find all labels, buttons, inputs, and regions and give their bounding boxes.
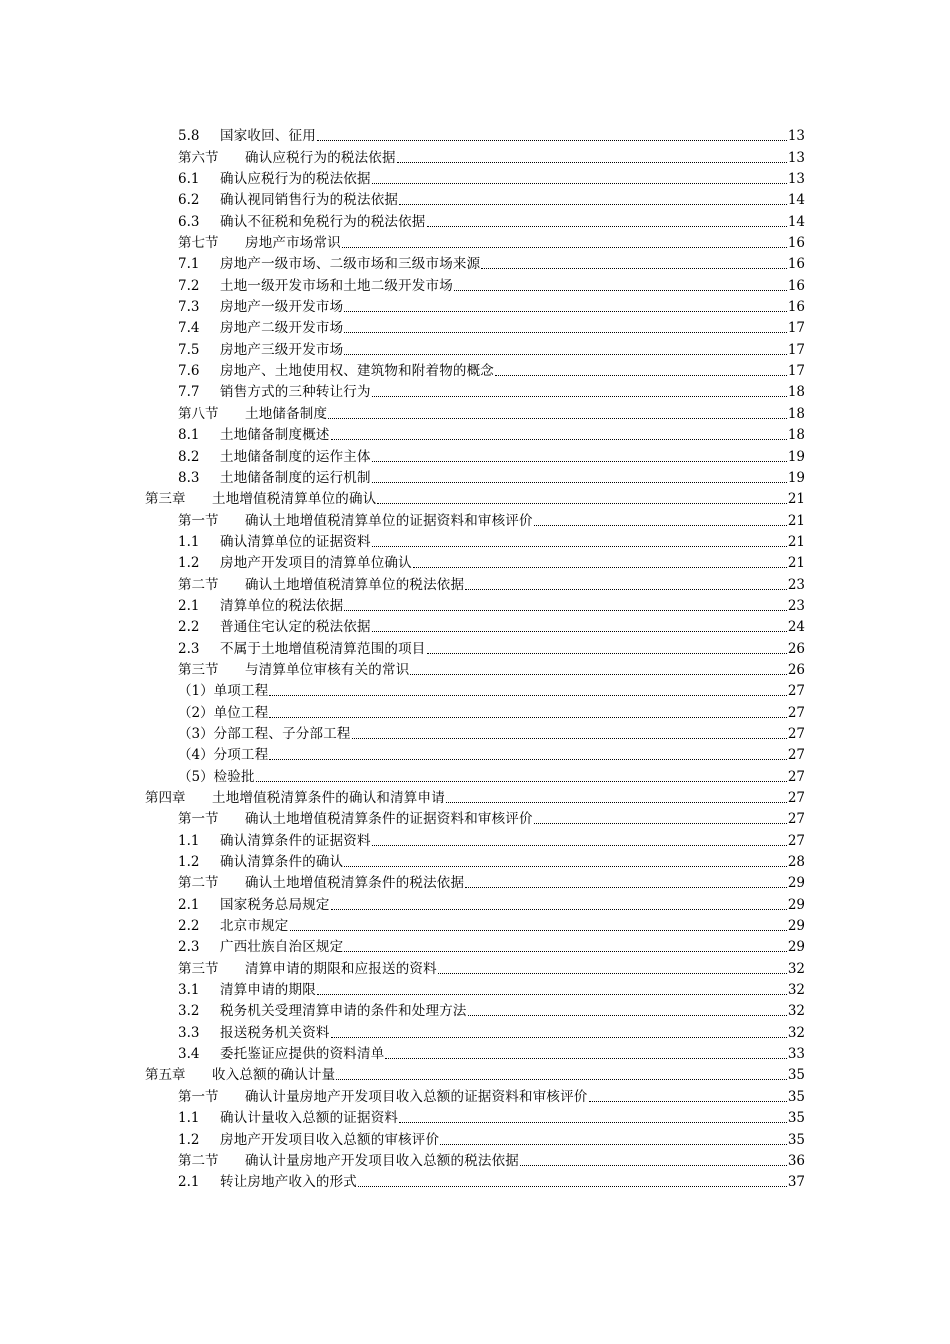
toc-entry[interactable] <box>0 295 950 316</box>
toc-entry-number: 第六节 <box>178 149 219 166</box>
toc-dot-leader <box>372 395 787 397</box>
toc-entry-title: 确认土地增值税清算单位的证据资料和审核评价 <box>245 512 533 529</box>
toc-entry-title: 确认计量房地产开发项目收入总额的证据资料和审核评价 <box>245 1088 588 1105</box>
toc-entry[interactable] <box>0 466 950 487</box>
toc-entry[interactable] <box>0 786 950 807</box>
toc-dot-leader <box>589 1100 787 1102</box>
toc-page-number: 14 <box>787 213 805 230</box>
toc-page-number: 18 <box>787 384 805 401</box>
toc-entry-title: 确认土地增值税清算条件的税法依据 <box>245 875 465 892</box>
toc-entry[interactable] <box>0 1042 950 1063</box>
toc-dot-leader <box>344 950 787 952</box>
toc-entry-number: 2.2 <box>178 918 200 935</box>
toc-dot-leader <box>438 972 787 974</box>
toc-dot-leader <box>399 203 787 205</box>
toc-entry-title: 土地一级开发市场和土地二级开发市场 <box>220 277 453 294</box>
toc-entry[interactable] <box>0 401 950 422</box>
toc-dot-leader <box>481 267 787 269</box>
toc-page-number: 27 <box>787 683 805 700</box>
toc-entry-number: 3.4 <box>178 1046 200 1063</box>
toc-entry-number: 8.1 <box>178 427 200 444</box>
toc-entry-number: 第二节 <box>178 875 219 892</box>
toc-page-number: 13 <box>787 149 805 166</box>
toc-entry-title: 销售方式的三种转让行为 <box>220 384 371 401</box>
toc-dot-leader <box>331 1036 787 1038</box>
toc-dot-leader <box>331 908 787 910</box>
toc-dot-leader <box>385 1057 786 1059</box>
toc-entry-number: 3.2 <box>178 1003 200 1020</box>
toc-entry[interactable] <box>0 700 950 721</box>
toc-page-number: 24 <box>787 619 805 636</box>
toc-entry-number: 2.2 <box>178 619 200 636</box>
toc-entry-number: 第三节 <box>178 960 219 977</box>
toc-page-number: 27 <box>787 811 805 828</box>
toc-entry-number: 第四章 <box>145 790 186 806</box>
toc-entry[interactable] <box>0 530 950 551</box>
toc-page-number: 21 <box>787 533 805 550</box>
toc-entry[interactable] <box>0 359 950 380</box>
toc-dot-leader <box>427 652 787 654</box>
toc-entry-number: 1.1 <box>178 533 200 550</box>
toc-entry[interactable] <box>0 1127 950 1148</box>
toc-page-number: 26 <box>787 640 805 657</box>
toc-entry-number: 第二节 <box>178 1152 219 1169</box>
toc-entry-number: 8.2 <box>178 448 200 465</box>
toc-page-number: 29 <box>787 918 805 935</box>
toc-page-number: 27 <box>787 704 805 721</box>
toc-entry-number: 3.3 <box>178 1024 200 1041</box>
toc-entry-number: 7.6 <box>178 363 200 380</box>
toc-entry[interactable] <box>0 444 950 465</box>
toc-page-number: 16 <box>787 299 805 316</box>
toc-entry-number: 第七节 <box>178 235 219 252</box>
toc-entry[interactable] <box>0 636 950 657</box>
toc-entry-title: 报送税务机关资料 <box>220 1024 330 1041</box>
toc-entry-number: 2.1 <box>178 597 200 614</box>
toc-page-number: 27 <box>787 832 805 849</box>
toc-dot-leader <box>358 1185 787 1187</box>
toc-entry[interactable] <box>0 487 950 508</box>
toc-entry-title: 分部工程、子分部工程 <box>213 725 351 742</box>
toc-entry-number: 7.1 <box>178 256 200 273</box>
toc-dot-leader <box>331 438 787 440</box>
toc-entry-number: 7.4 <box>178 320 200 337</box>
toc-dot-leader <box>446 801 787 803</box>
toc-page-number: 13 <box>787 171 805 188</box>
toc-dot-leader <box>495 374 787 376</box>
toc-dot-leader <box>344 331 787 333</box>
toc-entry[interactable] <box>0 978 950 999</box>
toc-entry-title: 确认清算条件的证据资料 <box>220 832 371 849</box>
toc-entry[interactable] <box>0 871 950 892</box>
toc-dot-leader <box>372 844 787 846</box>
toc-entry-number: 2.1 <box>178 1174 200 1191</box>
toc-page-number: 26 <box>787 661 805 678</box>
toc-dot-leader <box>317 993 787 995</box>
toc-entry-title: 土地储备制度概述 <box>220 427 330 444</box>
toc-entry-number: 2.1 <box>178 896 200 913</box>
toc-page-number: 29 <box>787 939 805 956</box>
toc-entry-title: 清算申请的期限和应报送的资料 <box>245 960 437 977</box>
toc-entry[interactable] <box>0 572 950 593</box>
toc-dot-leader <box>534 822 787 824</box>
toc-entry-number: 7.3 <box>178 299 200 316</box>
toc-entry-title: 房地产一级市场、二级市场和三级市场来源 <box>220 256 481 273</box>
toc-entry-title: 北京市规定 <box>220 918 289 935</box>
toc-entry-title: 收入总额的确认计量 <box>212 1067 336 1084</box>
toc-entry[interactable] <box>0 594 950 615</box>
toc-entry-title: 房地产二级开发市场 <box>220 320 344 337</box>
toc-dot-leader <box>397 161 787 163</box>
toc-entry[interactable] <box>0 999 950 1020</box>
toc-dot-leader <box>454 289 787 291</box>
toc-page-number: 35 <box>787 1110 805 1127</box>
toc-page-number: 23 <box>787 576 805 593</box>
toc-entry[interactable] <box>0 1084 950 1105</box>
toc-page-number: 35 <box>787 1067 805 1084</box>
toc-page-number: 33 <box>787 1046 805 1063</box>
toc-entry-title: 国家税务总局规定 <box>220 896 330 913</box>
toc-page-number: 23 <box>787 597 805 614</box>
toc-entry-title: 房地产市场常识 <box>245 235 341 252</box>
toc-page-number: 35 <box>787 1088 805 1105</box>
toc-dot-leader <box>372 460 787 462</box>
toc-entry[interactable] <box>0 1063 950 1084</box>
toc-entry[interactable] <box>0 188 950 209</box>
toc-entry-number: 6.1 <box>178 171 200 188</box>
toc-page-number: 21 <box>787 512 805 529</box>
toc-dot-leader <box>328 417 787 419</box>
toc-entry-title: 确认应税行为的税法依据 <box>220 171 371 188</box>
toc-entry[interactable] <box>0 380 950 401</box>
toc-entry-title: 土地储备制度的运行机制 <box>220 469 371 486</box>
toc-dot-leader <box>372 182 787 184</box>
toc-entry-title: 房地产一级开发市场 <box>220 299 344 316</box>
toc-entry-title: 不属于土地增值税清算范围的项目 <box>220 640 426 657</box>
toc-entry-number: 1.1 <box>178 832 200 849</box>
toc-entry-title: 单项工程 <box>213 683 269 700</box>
toc-entry-title: 确认清算条件的确认 <box>220 854 344 871</box>
toc-entry-number: 1.2 <box>178 854 200 871</box>
toc-page-number: 16 <box>787 256 805 273</box>
toc-entry[interactable] <box>0 892 950 913</box>
toc-entry[interactable] <box>0 508 950 529</box>
toc-entry-title: 单位工程 <box>213 704 269 721</box>
toc-dot-leader <box>344 609 787 611</box>
toc-dot-leader <box>440 1143 787 1145</box>
toc-entry-title: 确认计量收入总额的证据资料 <box>220 1110 399 1127</box>
toc-entry-title: 分项工程 <box>213 747 269 764</box>
toc-dot-leader <box>427 225 787 227</box>
toc-page-number: 21 <box>787 491 805 508</box>
toc-entry[interactable] <box>0 1020 950 1041</box>
toc-entry[interactable] <box>0 167 950 188</box>
toc-dot-leader <box>534 524 787 526</box>
toc-entry[interactable] <box>0 679 950 700</box>
toc-dot-leader <box>352 737 787 739</box>
toc-entry[interactable] <box>0 914 950 935</box>
toc-entry-number: 8.3 <box>178 469 200 486</box>
toc-entry-number: （3） <box>178 725 214 742</box>
toc-page-number: 37 <box>787 1174 805 1191</box>
toc-entry-title: 确认应税行为的税法依据 <box>245 149 396 166</box>
toc-dot-leader <box>413 566 787 568</box>
toc-entry-number: 1.2 <box>178 555 200 572</box>
toc-entry[interactable] <box>0 209 950 230</box>
toc-page-number: 18 <box>787 405 805 422</box>
toc-page-number: 32 <box>787 960 805 977</box>
toc-entry-number: （5） <box>178 768 214 785</box>
toc-entry-title: 土地增值税清算单位的确认 <box>212 491 377 508</box>
toc-dot-leader <box>465 886 787 888</box>
toc-page-number: 19 <box>787 448 805 465</box>
toc-dot-leader <box>372 481 787 483</box>
toc-page-number: 32 <box>787 982 805 999</box>
toc-entry-number: （2） <box>178 704 214 721</box>
toc-entry[interactable] <box>0 316 950 337</box>
toc-entry[interactable] <box>0 231 950 252</box>
toc-entry-title: 普通住宅认定的税法依据 <box>220 619 371 636</box>
toc-page-number: 29 <box>787 875 805 892</box>
toc-entry[interactable] <box>0 828 950 849</box>
toc-dot-leader <box>410 673 786 675</box>
toc-dot-leader <box>317 139 787 141</box>
toc-page-number: 14 <box>787 192 805 209</box>
toc-entry-title: 国家收回、征用 <box>220 128 316 145</box>
toc-page-number: 29 <box>787 896 805 913</box>
toc-entry[interactable] <box>0 743 950 764</box>
toc-page-number: 17 <box>787 363 805 380</box>
toc-page-number: 17 <box>787 320 805 337</box>
toc-page-number: 21 <box>787 555 805 572</box>
toc-entry[interactable] <box>0 1170 950 1191</box>
toc-entry-number: 第三节 <box>178 661 219 678</box>
toc-entry[interactable] <box>0 807 950 828</box>
table-of-contents <box>0 124 950 1191</box>
toc-page-number: 27 <box>787 747 805 764</box>
toc-entry-number: 7.7 <box>178 384 200 401</box>
toc-entry-title: 确认视同销售行为的税法依据 <box>220 192 399 209</box>
toc-entry-number: 3.1 <box>178 982 200 999</box>
toc-entry-title: 确认不征税和免税行为的税法依据 <box>220 213 426 230</box>
toc-page-number: 27 <box>787 725 805 742</box>
toc-entry-number: 6.2 <box>178 192 200 209</box>
toc-entry[interactable] <box>0 1149 950 1170</box>
toc-entry-number: 7.2 <box>178 277 200 294</box>
toc-entry-number: 第二节 <box>178 576 219 593</box>
toc-entry[interactable] <box>0 935 950 956</box>
toc-entry[interactable] <box>0 551 950 572</box>
toc-page-number: 28 <box>787 854 805 871</box>
toc-dot-leader <box>256 780 787 782</box>
toc-page-number: 13 <box>787 128 805 145</box>
toc-entry[interactable] <box>0 658 950 679</box>
toc-page-number: 16 <box>787 277 805 294</box>
toc-entry-title: 检验批 <box>213 768 255 785</box>
toc-entry-number: 1.2 <box>178 1131 200 1148</box>
toc-entry-number: （4） <box>178 747 214 764</box>
toc-entry-number: 第八节 <box>178 405 219 422</box>
toc-dot-leader <box>336 1078 787 1080</box>
toc-page-number: 36 <box>787 1152 805 1169</box>
toc-dot-leader <box>344 353 787 355</box>
toc-dot-leader <box>344 310 787 312</box>
toc-entry-number: 第一节 <box>178 1088 219 1105</box>
toc-entry[interactable] <box>0 850 950 871</box>
toc-entry-title: 转让房地产收入的形式 <box>220 1174 357 1191</box>
toc-page-number: 27 <box>787 768 805 785</box>
toc-entry-number: 2.3 <box>178 640 200 657</box>
toc-page-number: 32 <box>787 1003 805 1020</box>
toc-page-number: 32 <box>787 1024 805 1041</box>
toc-entry-title: 房地产、土地使用权、建筑物和附着物的概念 <box>220 363 494 380</box>
toc-dot-leader <box>344 865 787 867</box>
toc-entry-number: 7.5 <box>178 341 200 358</box>
toc-entry[interactable] <box>0 337 950 358</box>
toc-dot-leader <box>520 1164 787 1166</box>
toc-dot-leader <box>372 545 787 547</box>
toc-entry-title: 土地增值税清算条件的确认和清算申请 <box>212 790 445 806</box>
toc-entry-number: 1.1 <box>178 1110 200 1127</box>
toc-dot-leader <box>269 758 786 760</box>
toc-entry-title: 确认计量房地产开发项目收入总额的税法依据 <box>245 1152 519 1169</box>
toc-page-number: 19 <box>787 469 805 486</box>
toc-entry-title: 清算申请的期限 <box>220 982 316 999</box>
toc-entry-number: （1） <box>178 683 214 700</box>
toc-entry-title: 与清算单位审核有关的常识 <box>245 661 410 678</box>
toc-page-number: 18 <box>787 427 805 444</box>
toc-dot-leader <box>468 1014 787 1016</box>
toc-page-number: 27 <box>787 790 805 806</box>
toc-entry-number: 第五章 <box>145 1067 186 1084</box>
toc-entry[interactable] <box>0 764 950 785</box>
toc-entry-number: 6.3 <box>178 213 200 230</box>
toc-dot-leader <box>399 1121 787 1123</box>
toc-entry-title: 房地产开发项目收入总额的审核评价 <box>220 1131 440 1148</box>
toc-entry-number: 5.8 <box>178 128 200 145</box>
toc-dot-leader <box>269 716 786 718</box>
toc-entry[interactable] <box>0 252 950 273</box>
toc-entry[interactable] <box>0 722 950 743</box>
toc-entry-title: 土地储备制度 <box>245 405 328 422</box>
toc-entry[interactable] <box>0 615 950 636</box>
toc-entry-number: 第一节 <box>178 811 219 828</box>
toc-entry-title: 土地储备制度的运作主体 <box>220 448 371 465</box>
toc-entry-title: 清算单位的税法依据 <box>220 597 344 614</box>
toc-entry[interactable] <box>0 1106 950 1127</box>
toc-page-number: 17 <box>787 341 805 358</box>
toc-dot-leader <box>342 246 787 248</box>
toc-entry-title: 税务机关受理清算申请的条件和处理方法 <box>220 1003 467 1020</box>
toc-dot-leader <box>377 502 786 504</box>
toc-entry-title: 确认土地增值税清算单位的税法依据 <box>245 576 465 593</box>
toc-entry[interactable] <box>0 145 950 166</box>
toc-entry-number: 第三章 <box>145 491 186 508</box>
toc-page-number: 35 <box>787 1131 805 1148</box>
toc-page-number: 16 <box>787 235 805 252</box>
toc-entry-title: 委托鉴证应提供的资料清单 <box>220 1046 385 1063</box>
toc-entry[interactable] <box>0 956 950 977</box>
toc-entry[interactable] <box>0 423 950 444</box>
toc-entry[interactable] <box>0 273 950 294</box>
toc-dot-leader <box>465 588 787 590</box>
toc-entry-number: 第一节 <box>178 512 219 529</box>
toc-dot-leader <box>290 929 787 931</box>
toc-dot-leader <box>372 630 787 632</box>
toc-entry-title: 房地产开发项目的清算单位确认 <box>220 555 412 572</box>
toc-dot-leader <box>269 694 786 696</box>
toc-entry[interactable] <box>0 124 950 145</box>
toc-entry-title: 确认土地增值税清算条件的证据资料和审核评价 <box>245 811 533 828</box>
toc-entry-number: 2.3 <box>178 939 200 956</box>
toc-entry-title: 房地产三级开发市场 <box>220 341 344 358</box>
toc-entry-title: 确认清算单位的证据资料 <box>220 533 371 550</box>
toc-entry-title: 广西壮族自治区规定 <box>220 939 344 956</box>
